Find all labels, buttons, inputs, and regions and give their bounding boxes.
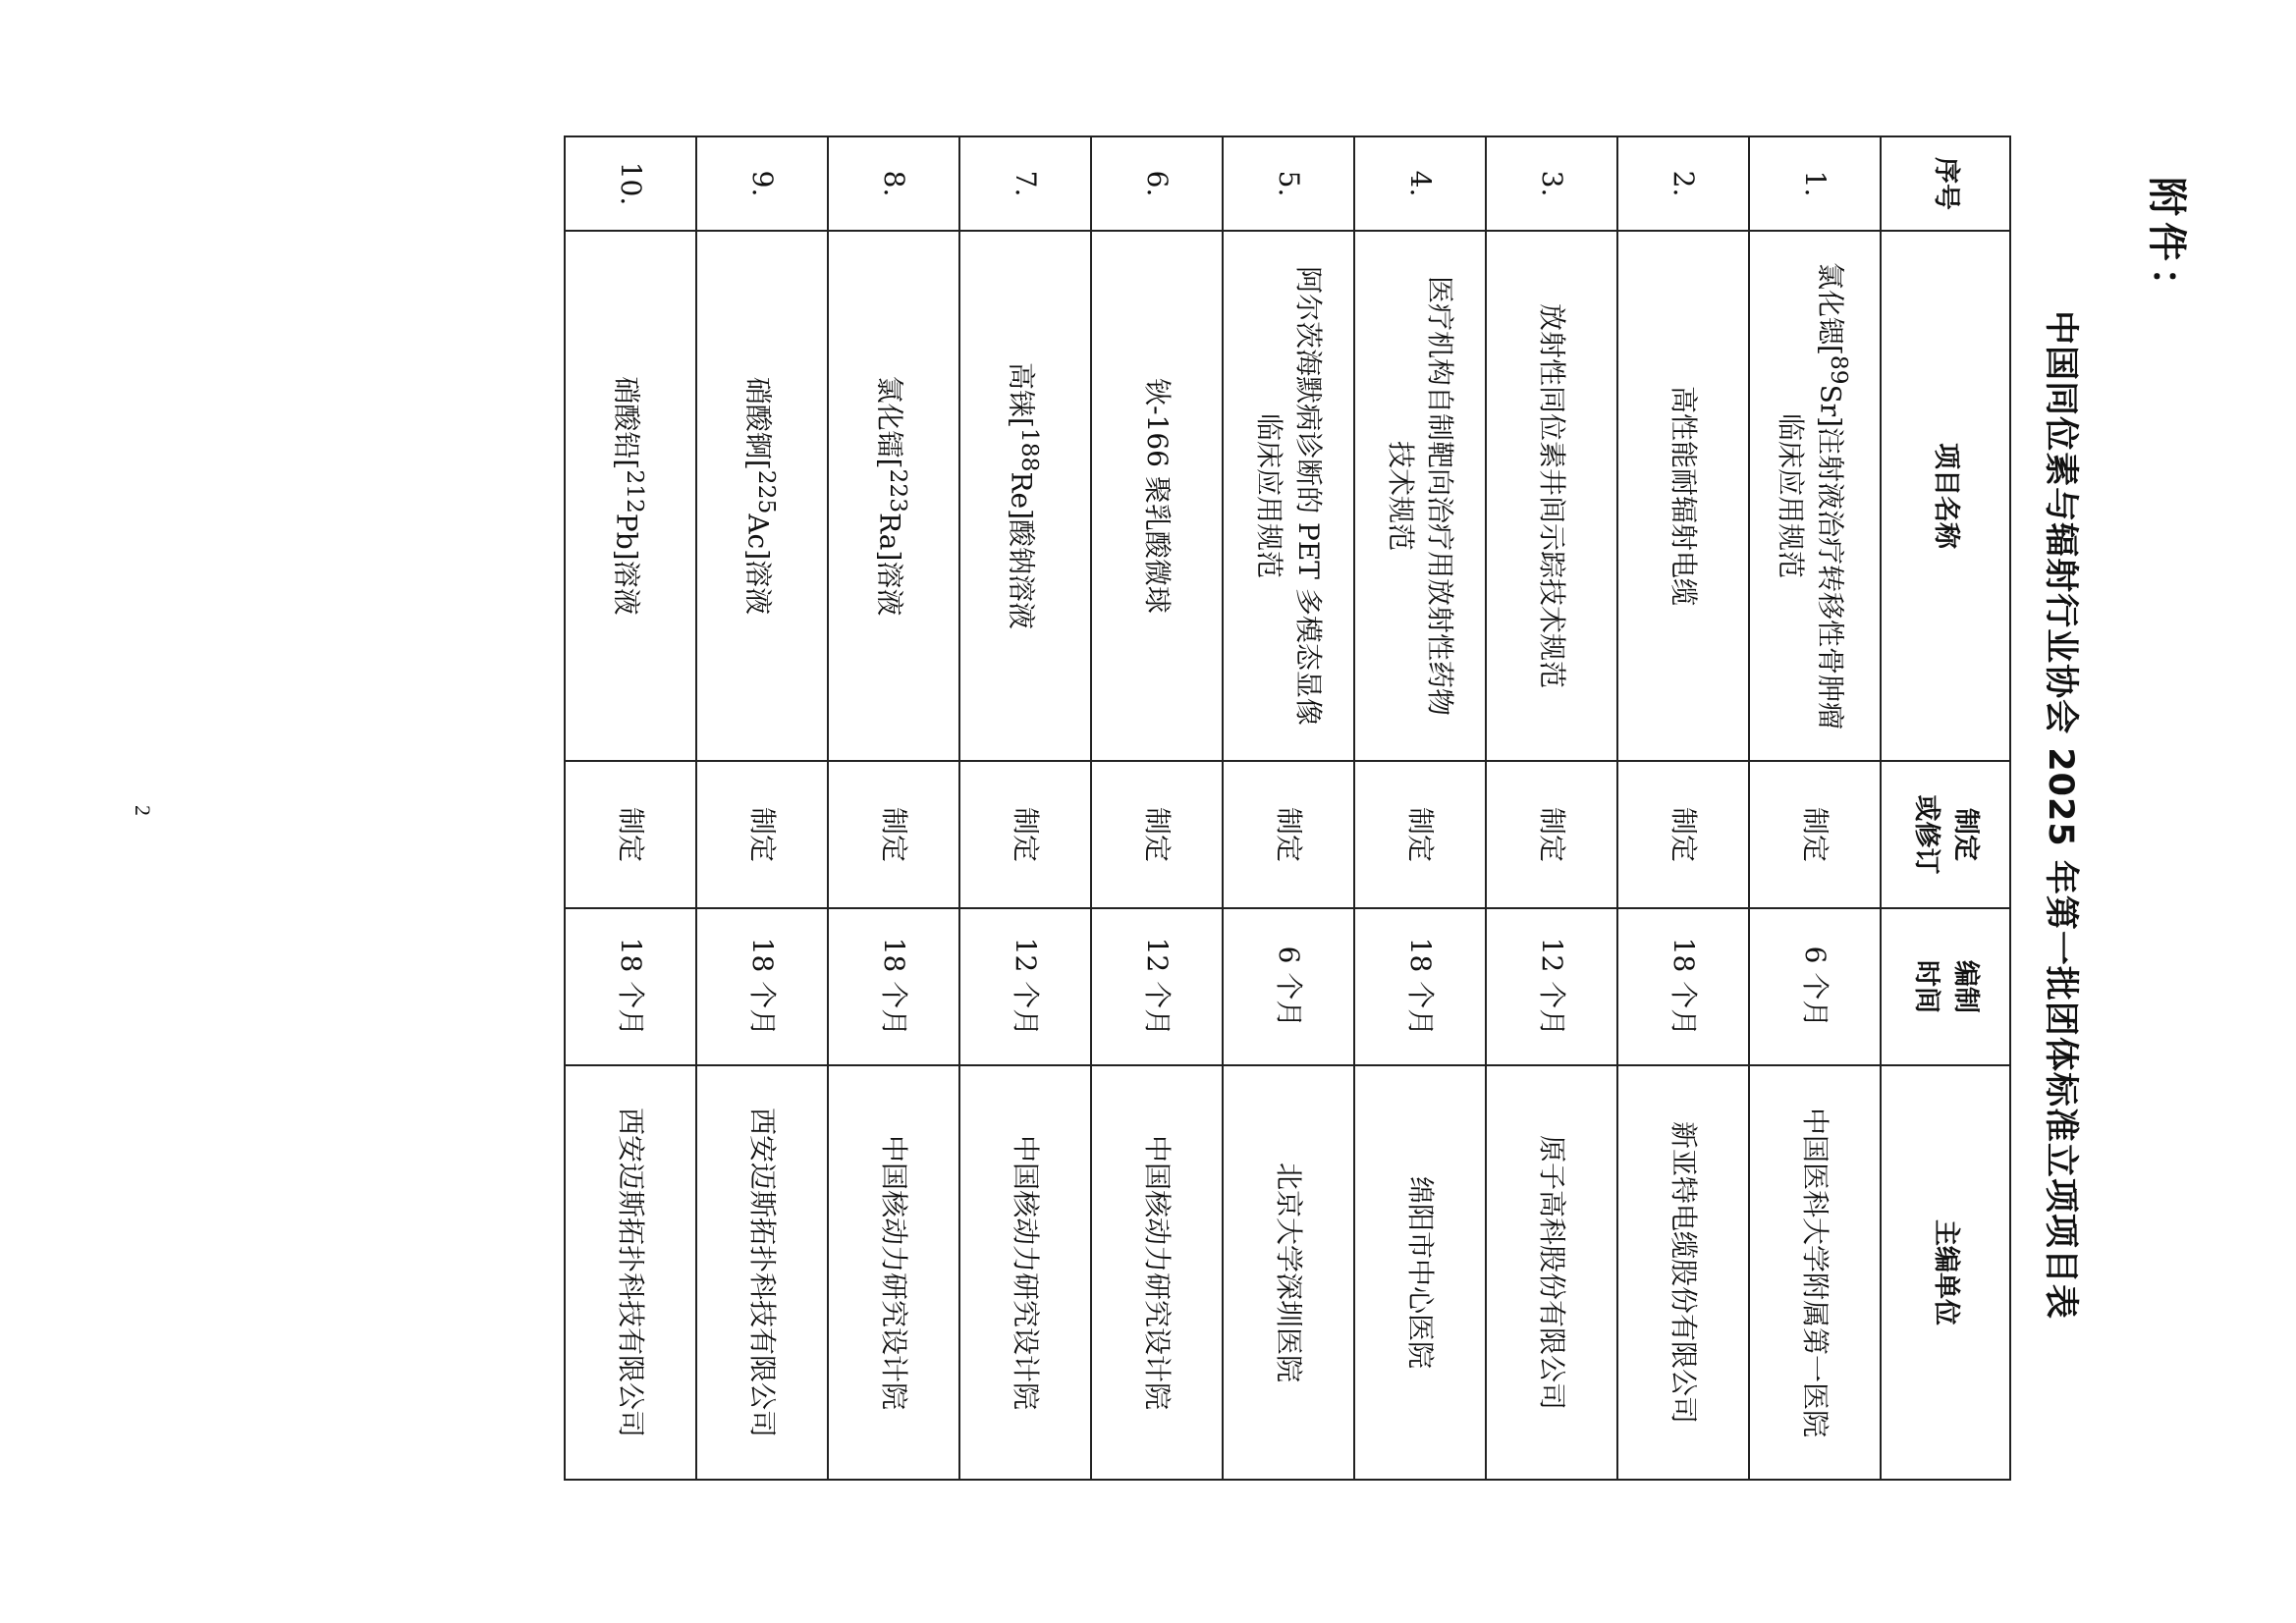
row-duration: 6 个月 bbox=[1223, 908, 1354, 1065]
header-lead-unit: 主编单位 bbox=[1881, 1065, 2010, 1480]
row-type: 制定 bbox=[1617, 761, 1749, 908]
row-project-name bbox=[959, 231, 1091, 761]
table-row bbox=[1486, 136, 1617, 1480]
row-type: 制定 bbox=[696, 761, 828, 908]
page-number: 2 bbox=[131, 805, 155, 816]
row-duration: 18 个月 bbox=[565, 908, 696, 1065]
table-header-row bbox=[1881, 136, 2010, 1480]
row-lead-unit: 北京大学深圳医院 bbox=[1223, 1065, 1354, 1480]
row-project-name bbox=[828, 231, 959, 761]
isotope-mass-number: 188 bbox=[1015, 427, 1044, 472]
standards-project-table bbox=[564, 135, 2011, 1481]
row-serial-no: 2. bbox=[1617, 136, 1749, 231]
row-project-name: 高性能耐辐射电缆 bbox=[1617, 231, 1749, 761]
row-type: 制定 bbox=[959, 761, 1091, 908]
row-lead-unit: 中国核动力研究设计院 bbox=[959, 1065, 1091, 1480]
row-serial-no: 3. bbox=[1486, 136, 1617, 231]
table-row bbox=[565, 136, 696, 1480]
row-duration: 12 个月 bbox=[1486, 908, 1617, 1065]
header-time-line2: 时间 bbox=[1911, 960, 1941, 1013]
row-project-name bbox=[1223, 231, 1354, 761]
row-duration: 12 个月 bbox=[959, 908, 1091, 1065]
row-project-name bbox=[1354, 231, 1486, 761]
table-row bbox=[1749, 136, 1881, 1480]
row-type: 制定 bbox=[1749, 761, 1881, 908]
row-lead-unit: 西安迈斯拓扑科技有限公司 bbox=[565, 1065, 696, 1480]
name-text: 氯化镭[ bbox=[873, 375, 906, 469]
row-lead-unit: 中国核动力研究设计院 bbox=[1091, 1065, 1223, 1480]
row-project-name: 钬-166 聚乳酸微球 bbox=[1091, 231, 1223, 761]
name-text: 技术规范 bbox=[1385, 440, 1417, 551]
name-text: Ra]溶液 bbox=[873, 513, 906, 617]
row-duration: 18 个月 bbox=[1617, 908, 1749, 1065]
name-text: Re]酸钠溶液 bbox=[1005, 471, 1038, 630]
row-type: 制定 bbox=[1091, 761, 1223, 908]
isotope-mass-number: 212 bbox=[621, 469, 649, 514]
name-text: Ac]溶液 bbox=[741, 514, 775, 616]
table-row bbox=[1223, 136, 1354, 1480]
name-text: Sr]注射液治疗转移性骨肿瘤 bbox=[1814, 384, 1847, 730]
table-row bbox=[696, 136, 828, 1480]
row-serial-no: 10. bbox=[565, 136, 696, 231]
row-duration: 12 个月 bbox=[1091, 908, 1223, 1065]
isotope-mass-number: 225 bbox=[752, 469, 781, 514]
row-type: 制定 bbox=[1486, 761, 1617, 908]
header-type-line2: 或修订 bbox=[1911, 794, 1941, 875]
isotope-mass-number: 223 bbox=[884, 468, 912, 514]
header-time-line1: 编制 bbox=[1950, 960, 1981, 1013]
row-project-name bbox=[1749, 231, 1881, 761]
row-duration: 18 个月 bbox=[696, 908, 828, 1065]
row-serial-no: 5. bbox=[1223, 136, 1354, 231]
row-serial-no: 1. bbox=[1749, 136, 1881, 231]
table-row bbox=[828, 136, 959, 1480]
name-text: 硝酸铅[ bbox=[610, 376, 643, 470]
row-type: 制定 bbox=[828, 761, 959, 908]
row-project-name: 放射性同位素井间示踪技术规范 bbox=[1486, 231, 1617, 761]
row-lead-unit: 中国核动力研究设计院 bbox=[828, 1065, 959, 1480]
header-serial-no: 序号 bbox=[1881, 136, 2010, 231]
row-type: 制定 bbox=[1354, 761, 1486, 908]
row-lead-unit: 西安迈斯拓扑科技有限公司 bbox=[696, 1065, 828, 1480]
row-duration: 6 个月 bbox=[1749, 908, 1881, 1065]
table-row bbox=[959, 136, 1091, 1480]
row-lead-unit: 新亚特电缆股份有限公司 bbox=[1617, 1065, 1749, 1480]
row-lead-unit: 绵阳市中心医院 bbox=[1354, 1065, 1486, 1480]
header-type-line1: 制定 bbox=[1950, 808, 1981, 861]
name-text: 阿尔茨海默病诊断的 PET 多模态显像 bbox=[1292, 266, 1325, 726]
row-project-name bbox=[696, 231, 828, 761]
row-serial-no: 6. bbox=[1091, 136, 1223, 231]
header-duration bbox=[1881, 908, 2010, 1065]
name-text: 高铼[ bbox=[1005, 361, 1038, 428]
row-duration: 18 个月 bbox=[828, 908, 959, 1065]
name-text: 临床应用规范 bbox=[1775, 412, 1808, 578]
attachment-label: 附件： bbox=[2144, 177, 2189, 312]
row-serial-no: 9. bbox=[696, 136, 828, 231]
table-row bbox=[1354, 136, 1486, 1480]
name-text: Pb]溶液 bbox=[610, 513, 643, 616]
name-text: 氯化锶[ bbox=[1814, 261, 1847, 355]
row-type: 制定 bbox=[565, 761, 696, 908]
header-type bbox=[1881, 761, 2010, 908]
row-lead-unit: 中国医科大学附属第一医院 bbox=[1749, 1065, 1881, 1480]
name-text: 医疗机构自制靶向治疗用放射性药物 bbox=[1424, 275, 1456, 716]
table-row bbox=[1617, 136, 1749, 1480]
header-project-name: 项目名称 bbox=[1881, 231, 2010, 761]
isotope-mass-number: 89 bbox=[1825, 354, 1853, 385]
row-duration: 18 个月 bbox=[1354, 908, 1486, 1065]
table-row bbox=[1091, 136, 1223, 1480]
row-type: 制定 bbox=[1223, 761, 1354, 908]
row-lead-unit: 原子高科股份有限公司 bbox=[1486, 1065, 1617, 1480]
row-serial-no: 8. bbox=[828, 136, 959, 231]
row-project-name bbox=[565, 231, 696, 761]
name-text: 硝酸锕[ bbox=[741, 376, 775, 470]
document-title: 中国同位素与辐射行业协会 2025 年第一批团体标准立项项目表 bbox=[2041, 310, 2080, 1320]
name-text: 临床应用规范 bbox=[1253, 412, 1285, 578]
row-serial-no: 7. bbox=[959, 136, 1091, 231]
row-serial-no: 4. bbox=[1354, 136, 1486, 231]
